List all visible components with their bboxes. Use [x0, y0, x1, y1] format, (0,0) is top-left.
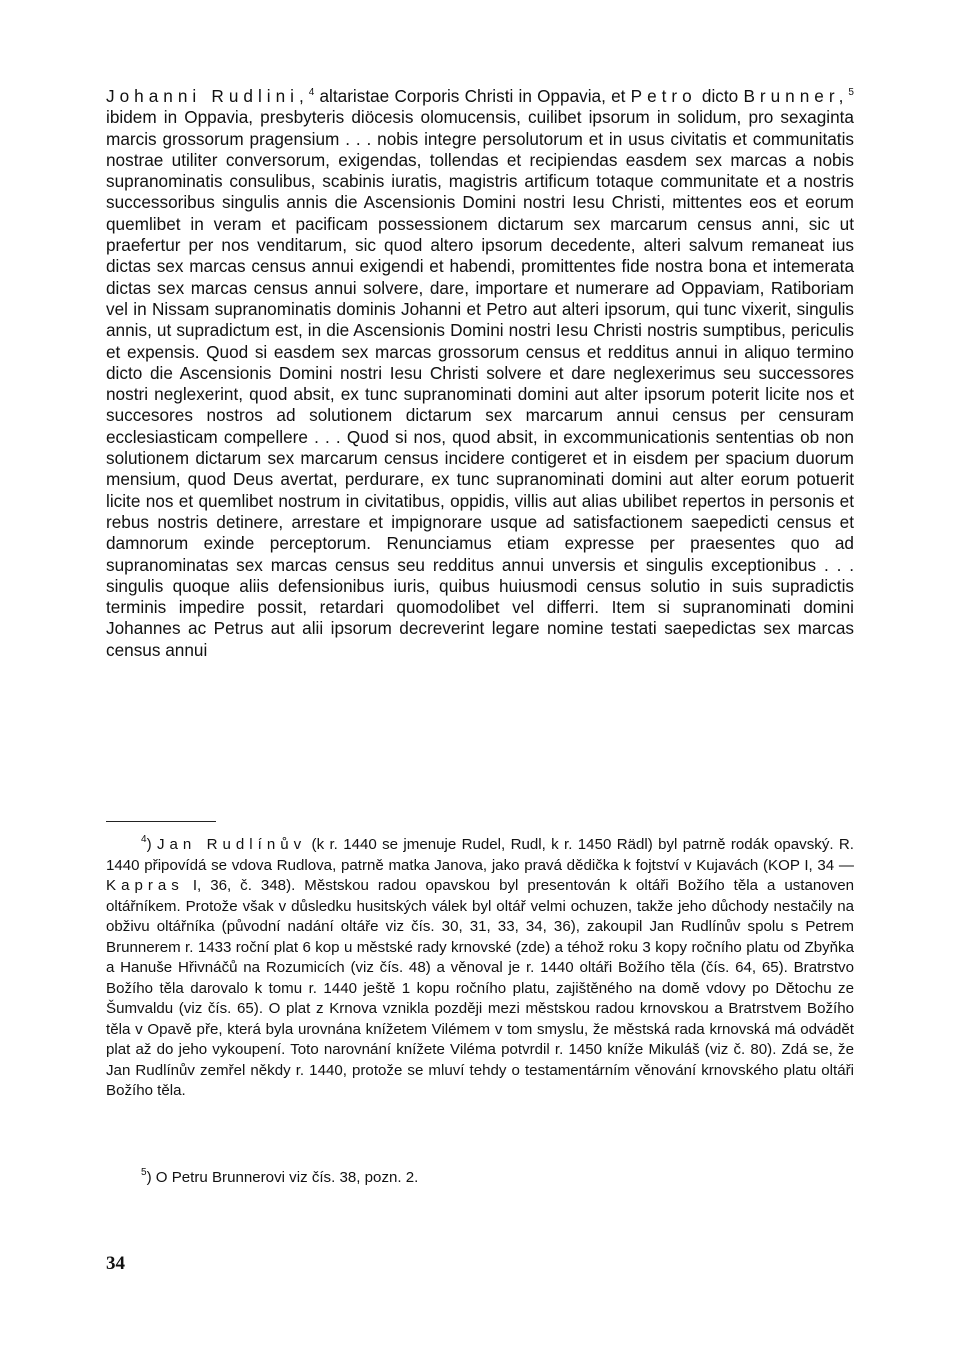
- footnote-text: ) O Petru Brunnerovi viz čís. 38, pozn. 2.: [146, 1169, 419, 1186]
- footnote-marker: 4: [141, 834, 147, 845]
- footnote-marker: 5: [141, 1167, 147, 1178]
- main-text-block: [106, 86, 854, 661]
- footnote-reference-4[interactable]: 4: [308, 87, 315, 98]
- person-name-johannes: Johanni Rudlini,: [106, 86, 309, 106]
- main-text-segment: dicto: [696, 86, 744, 106]
- footnote-5: [106, 1168, 854, 1189]
- footnote-person-name: Jan Rudlínův: [156, 836, 307, 853]
- footnote-separator: [106, 821, 216, 822]
- person-name-brunner: Brunner,: [743, 86, 849, 106]
- person-name-petrus: Petro: [630, 86, 697, 106]
- page-number: 34: [106, 1253, 125, 1274]
- main-text-segment: ibidem in Oppavia, presbyteris diöcesis olomucensis, cuilibet ipsorum in solidum, pro sexaginta marcis grossorum pragensium . . . nobis integre persolutorum et in usus civitatis et communitatis nostrae utiliter conversorum, exigendas, tollendas et recipiendas easdem sex marcas a nobis supranominatis consulibus, scabinis iuratis, magistris artificum totaque communitate et a nostris successoribus singulis annis die Ascensionis Domini nostri Iesu Christi, mittentes eos et eorum quemlibet in veram et pacificam possessionem dictarum sex marcarum census anni, sic ut praefertur per nos venditarum, sic quod altero ipsorum decedente, alteri salvum remaneat ius dictas sex marcas census annui exigendi et habendi, promittentes fide nostra bona et intemerata dictas sex marcas census annui solvere, dare, importare et numerare ad Oppaviam, Ratiboriam vel in Nissam supranominatis dominis Johanni et Petro aut alteri ipsorum, qui tunc vixerit, singulis annis, ut supradictum est, in die Ascensionis Domini nostri Iesu Christi nostris sumptibus, periculis et expensis. Quod si easdem sex marcas grossorum census et redditus annui in aliquo termino dicto die Ascensionis Domini nostri Iesu Christi solvere et dare neglexerimus seu successores nostri neglexerint, quod absit, ex tunc supranominati domini aut alter ipsorum poterit licite nos et succesores nostros ad solutionem dictarum sex marcarum annui census per censuram ecclesiasticam compellere . . . Quod si nos, quod absit, in excommunicationis sententias ob non solutionem dictarum sex marcarum census incidere contigeret et in eisdem per spacium duorum mensium, quod Deus avertat, perdurare, ex tunc supranominati domini aut alter eorum potuerit licite nos et quemlibet nostrum in civitatibus, oppidis, villis aut alias ubilibet repertos in personis et rebus nostris detinere, arrestare et impignorare usque ad satisfactionem saepedicti census et damnorum exinde perceptorum. Renunciamus etiam expresse per praesentes quo ad supranominatas sex marcas census seu redditus annui unversis et singulis exceptionibus . . . singulis quoque aliis defensionibus iuris, quibus huiusmodi census solutio in suis supradictis terminis impedire possit, retardari quomodolibet vel differri. Item si supranominati domini Johannes ac Petrus aut alii ipsorum decreverint legare nomine testati saepedictas sex marcas census annui: [106, 107, 854, 660]
- footnote-reference-5[interactable]: 5: [848, 87, 854, 98]
- footnote-text: (k r. 1440 se jmenuje Rudel, Rudl, k r. 1450 Rädl) byl patrně rodák opavský. R. 1440 připovídá se vdova Rudlova, patrně matka Janova, jako pravá dědička k fojtství v Kujavách (KOP I, 34 —: [106, 836, 854, 874]
- footnote-text: I, 36, č. 348). Městskou radou opavskou byl presentován k oltáři Božího těla a ustanoven oltářníkem. Protože však v důsledku husitských válek byl oltář velmi ochuzen, takže jeho důchody nestačily na obživu oltářníka (původní nadání oltáře viz čís. 30, 31, 33, 34, 36), zakoupil Jan Rudlínův spolu s Petrem Brunnerem r. 1433 roční plat 6 kop u městské rady krnovské (zde) a téhož roku 3 kopy ročního platu od Zbyňka a Hanuše Hřivnáčů na Rozumicích (viz čís. 48) a věnoval je r. 1440 oltáři Božího těla (čís. 64, 65). Bratrstvo Božího těla darovalo k tomu r. 1440 ještě 1 kopu ročního platu, zajištěného na domě vdovy po Dětochu ze Šumvaldu (viz čís. 65). O plat z Krnova vznikla později mezi městskou radou krnovskou a Bratrstvem Božího těla v Opavě pře, která byla urovnána knížetem Vilémem v tom smyslu, že městská rada krnovská má odvádět plat až do jeho vykoupení. Toto narovnání knížete Viléma potvrdil r. 1450 kníže Mikuláš (viz č. 80). Zdá se, že Jan Rudlínův zemřel někdy r. 1440, protože se mluví tehdy o testamentárním věnování krnovského platu oltáři Božího těla.: [106, 877, 854, 1099]
- main-text-segment: altaristae Corporis Christi in Oppavia, et: [314, 86, 631, 106]
- footnote-author-name: Kapras: [106, 877, 184, 894]
- footnote-4: $^4$) Jan Rudlínův (k r. 1440 se jmenuje Rudel, Rudl, k r. 1450 Rädl) byl patrně rodák opavský. R. 1440 připovídá se vdova Rudlova, patrně matka Janova, jako pravá dědička k fojtství v Kujavách (KOP I, 34 — Kapras I, 36, č. 348). Městskou radou opavskou byl presentován k oltáři Božího těla a ustanoven oltářníkem. Protože však v důsledku husitských válek byl oltář velmi ochuzen, takže jeho důchody nestačily na obživu oltářníka (původní nadání oltáře viz čís. 30, 31, 33, 34, 36), zakoupil Jan Rudlínův spolu s Petrem Brunnerem r. 1433 roční plat 6 kop u městské rady krnovské (zde) a téhož roku 3 kopy ročního platu od Zbyňka a Hanuše Hřivnáčů na Rozumicích (viz čís. 48) a věnoval je r. 1440 oltáři Božího těla (čís. 64, 65). Bratrstvo Božího těla darovalo k tomu r. 1440 ještě 1 kopu ročního platu, zajištěného na domě vdovy po Dětochu ze Šumvaldu (viz čís. 65). O plat z Krnova vznikla později mezi městskou radou krnovskou a Bratrstvem Božího těla v Opavě pře, která byla urovnána knížetem Vilémem v tom smyslu, že městská rada krnovská má odvádět plat až do jeho vykoupení. Toto narovnání knížete Viléma potvrdil r. 1450 kníže Mikuláš (viz č. 80). Zdá se, že Jan Rudlínův zemřel někdy r. 1440, protože se mluví tehdy o testamentárním věnování krnovského platu oltáři Božího těla.: [106, 834, 854, 1099]
